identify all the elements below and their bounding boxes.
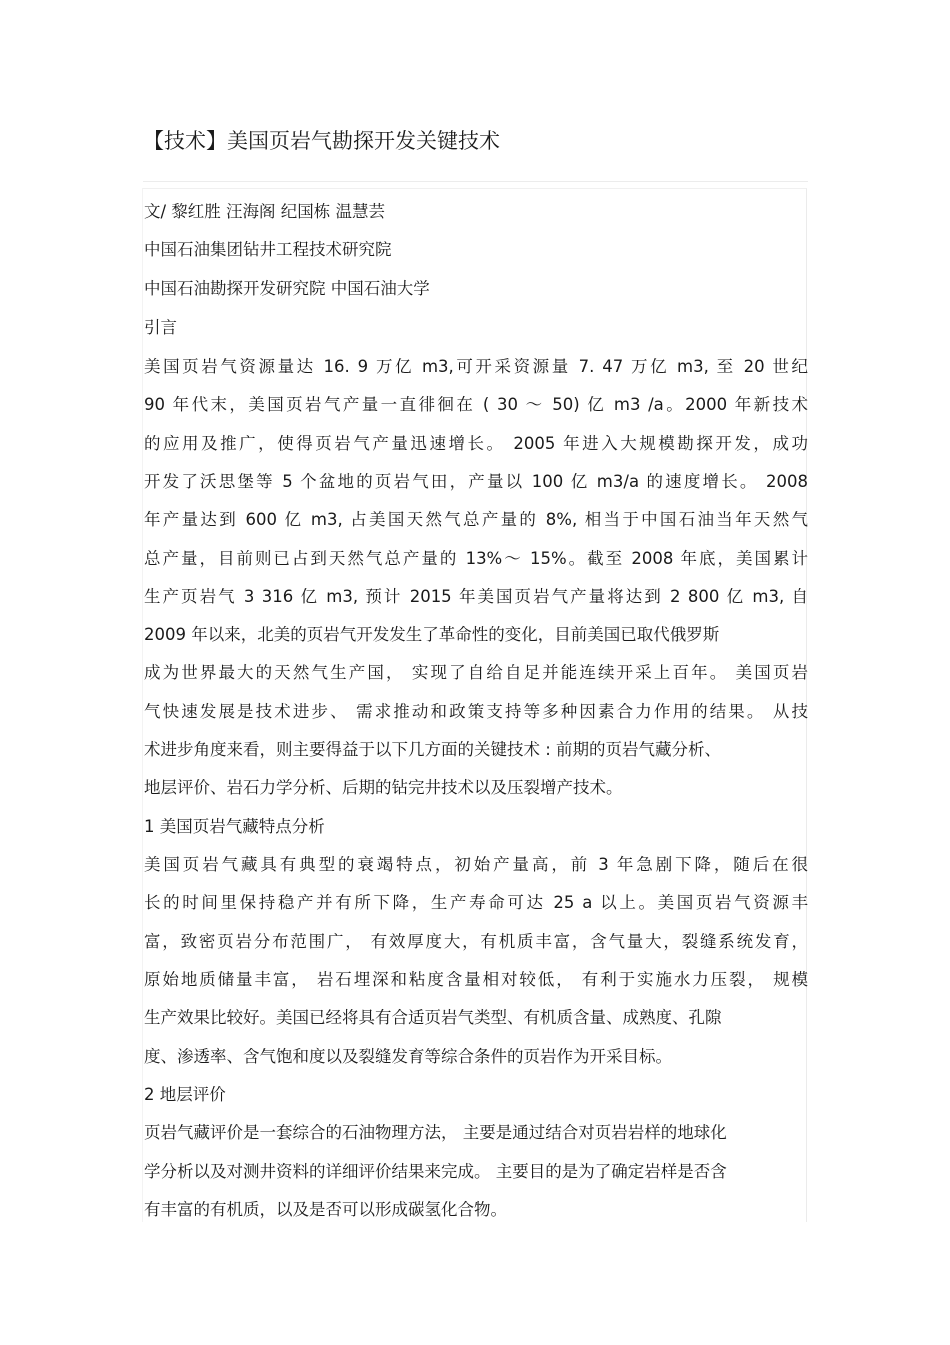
paragraph-line: 年产量达到 600 亿 m3, 占美国天然气总产量的 8%, 相当于中国石油当年天然气 bbox=[144, 510, 808, 529]
affiliation-line: 中国石油勘探开发研究院 中国石油大学 bbox=[144, 279, 430, 298]
paragraph-line: 地层评价、岩石力学分析、后期的钻完井技术以及压裂增产技术。 bbox=[144, 778, 623, 797]
paragraph-line: 学分析以及对测井资料的详细评价结果来完成。 主要目的是为了确定岩样是否含 bbox=[144, 1162, 727, 1181]
paragraph-line: 有丰富的有机质，以及是否可以形成碳氢化合物。 bbox=[144, 1200, 507, 1219]
paragraph-line: 长的时间里保持稳产并有所下降，生产寿命可达 25 a 以上。美国页岩气资源丰 bbox=[144, 893, 808, 912]
paragraph-line: 2009 年以来，北美的页岩气开发发生了革命性的变化，目前美国已取代俄罗斯 bbox=[144, 625, 720, 644]
paragraph-line: 气快速发展是技术进步、 需求推动和政策支持等多种因素合力作用的结果。 从技 bbox=[144, 702, 808, 721]
section-heading-1: 1 美国页岩气藏特点分析 bbox=[144, 817, 325, 836]
paragraph-line: 成为世界最大的天然气生产国， 实现了自给自足并能连续开采上百年。 美国页岩 bbox=[144, 663, 808, 682]
author-line: 文/ 黎红胜 汪海阁 纪国栋 温慧芸 bbox=[144, 202, 386, 221]
title-divider bbox=[143, 181, 808, 182]
paragraph-line: 富，致密页岩分布范围广， 有效厚度大，有机质丰富，含气量大，裂缝系统发育， bbox=[144, 932, 808, 951]
affiliation-line: 中国石油集团钻井工程技术研究院 bbox=[144, 240, 392, 259]
paragraph-line: 页岩气藏评价是一套综合的石油物理方法， 主要是通过结合对页岩岩样的地球化 bbox=[144, 1123, 727, 1142]
paragraph-line: 的应用及推广，使得页岩气产量迅速增长。 2005 年进入大规模勘探开发，成功 bbox=[144, 434, 808, 453]
paragraph-line: 总产量，目前则已占到天然气总产量的 13%～ 15%。截至 2008 年底，美国累计 bbox=[144, 549, 808, 568]
paragraph-line: 原始地质储量丰富， 岩石埋深和粘度含量相对较低， 有利于实施水力压裂， 规模 bbox=[144, 970, 808, 989]
paragraph-line: 生产页岩气 3 316 亿 m3, 预计 2015 年美国页岩气产量将达到 2 800 亿 m3, 自 bbox=[144, 587, 808, 606]
paragraph-line: 度、渗透率、含气饱和度以及裂缝发育等综合条件的页岩作为开采目标。 bbox=[144, 1047, 672, 1066]
page-title: 【技术】美国页岩气勘探开发关键技术 bbox=[143, 129, 500, 153]
section-heading-intro: 引言 bbox=[144, 318, 177, 337]
section-heading-2: 2 地层评价 bbox=[144, 1085, 226, 1104]
paragraph-line: 开发了沃思堡等 5 个盆地的页岩气田，产量以 100 亿 m3/a 的速度增长。 2008 bbox=[144, 472, 808, 491]
paragraph-line: 美国页岩气藏具有典型的衰竭特点，初始产量高，前 3 年急剧下降，随后在很 bbox=[144, 855, 808, 874]
paragraph-line: 术进步角度来看，则主要得益于以下几方面的关键技术 : 前期的页岩气藏分析、 bbox=[144, 740, 722, 759]
paragraph-line: 90 年代末，美国页岩气产量一直徘徊在 ( 30 ～ 50) 亿 m3 /a。2000 年新技术 bbox=[144, 395, 808, 414]
paragraph-line: 美国页岩气资源量达 16. 9 万亿 m3,可开采资源量 7. 47 万亿 m3, 至 20 世纪 bbox=[144, 357, 808, 376]
paragraph-line: 生产效果比较好。美国已经将具有合适页岩气类型、有机质含量、成熟度、孔隙 bbox=[144, 1008, 722, 1027]
